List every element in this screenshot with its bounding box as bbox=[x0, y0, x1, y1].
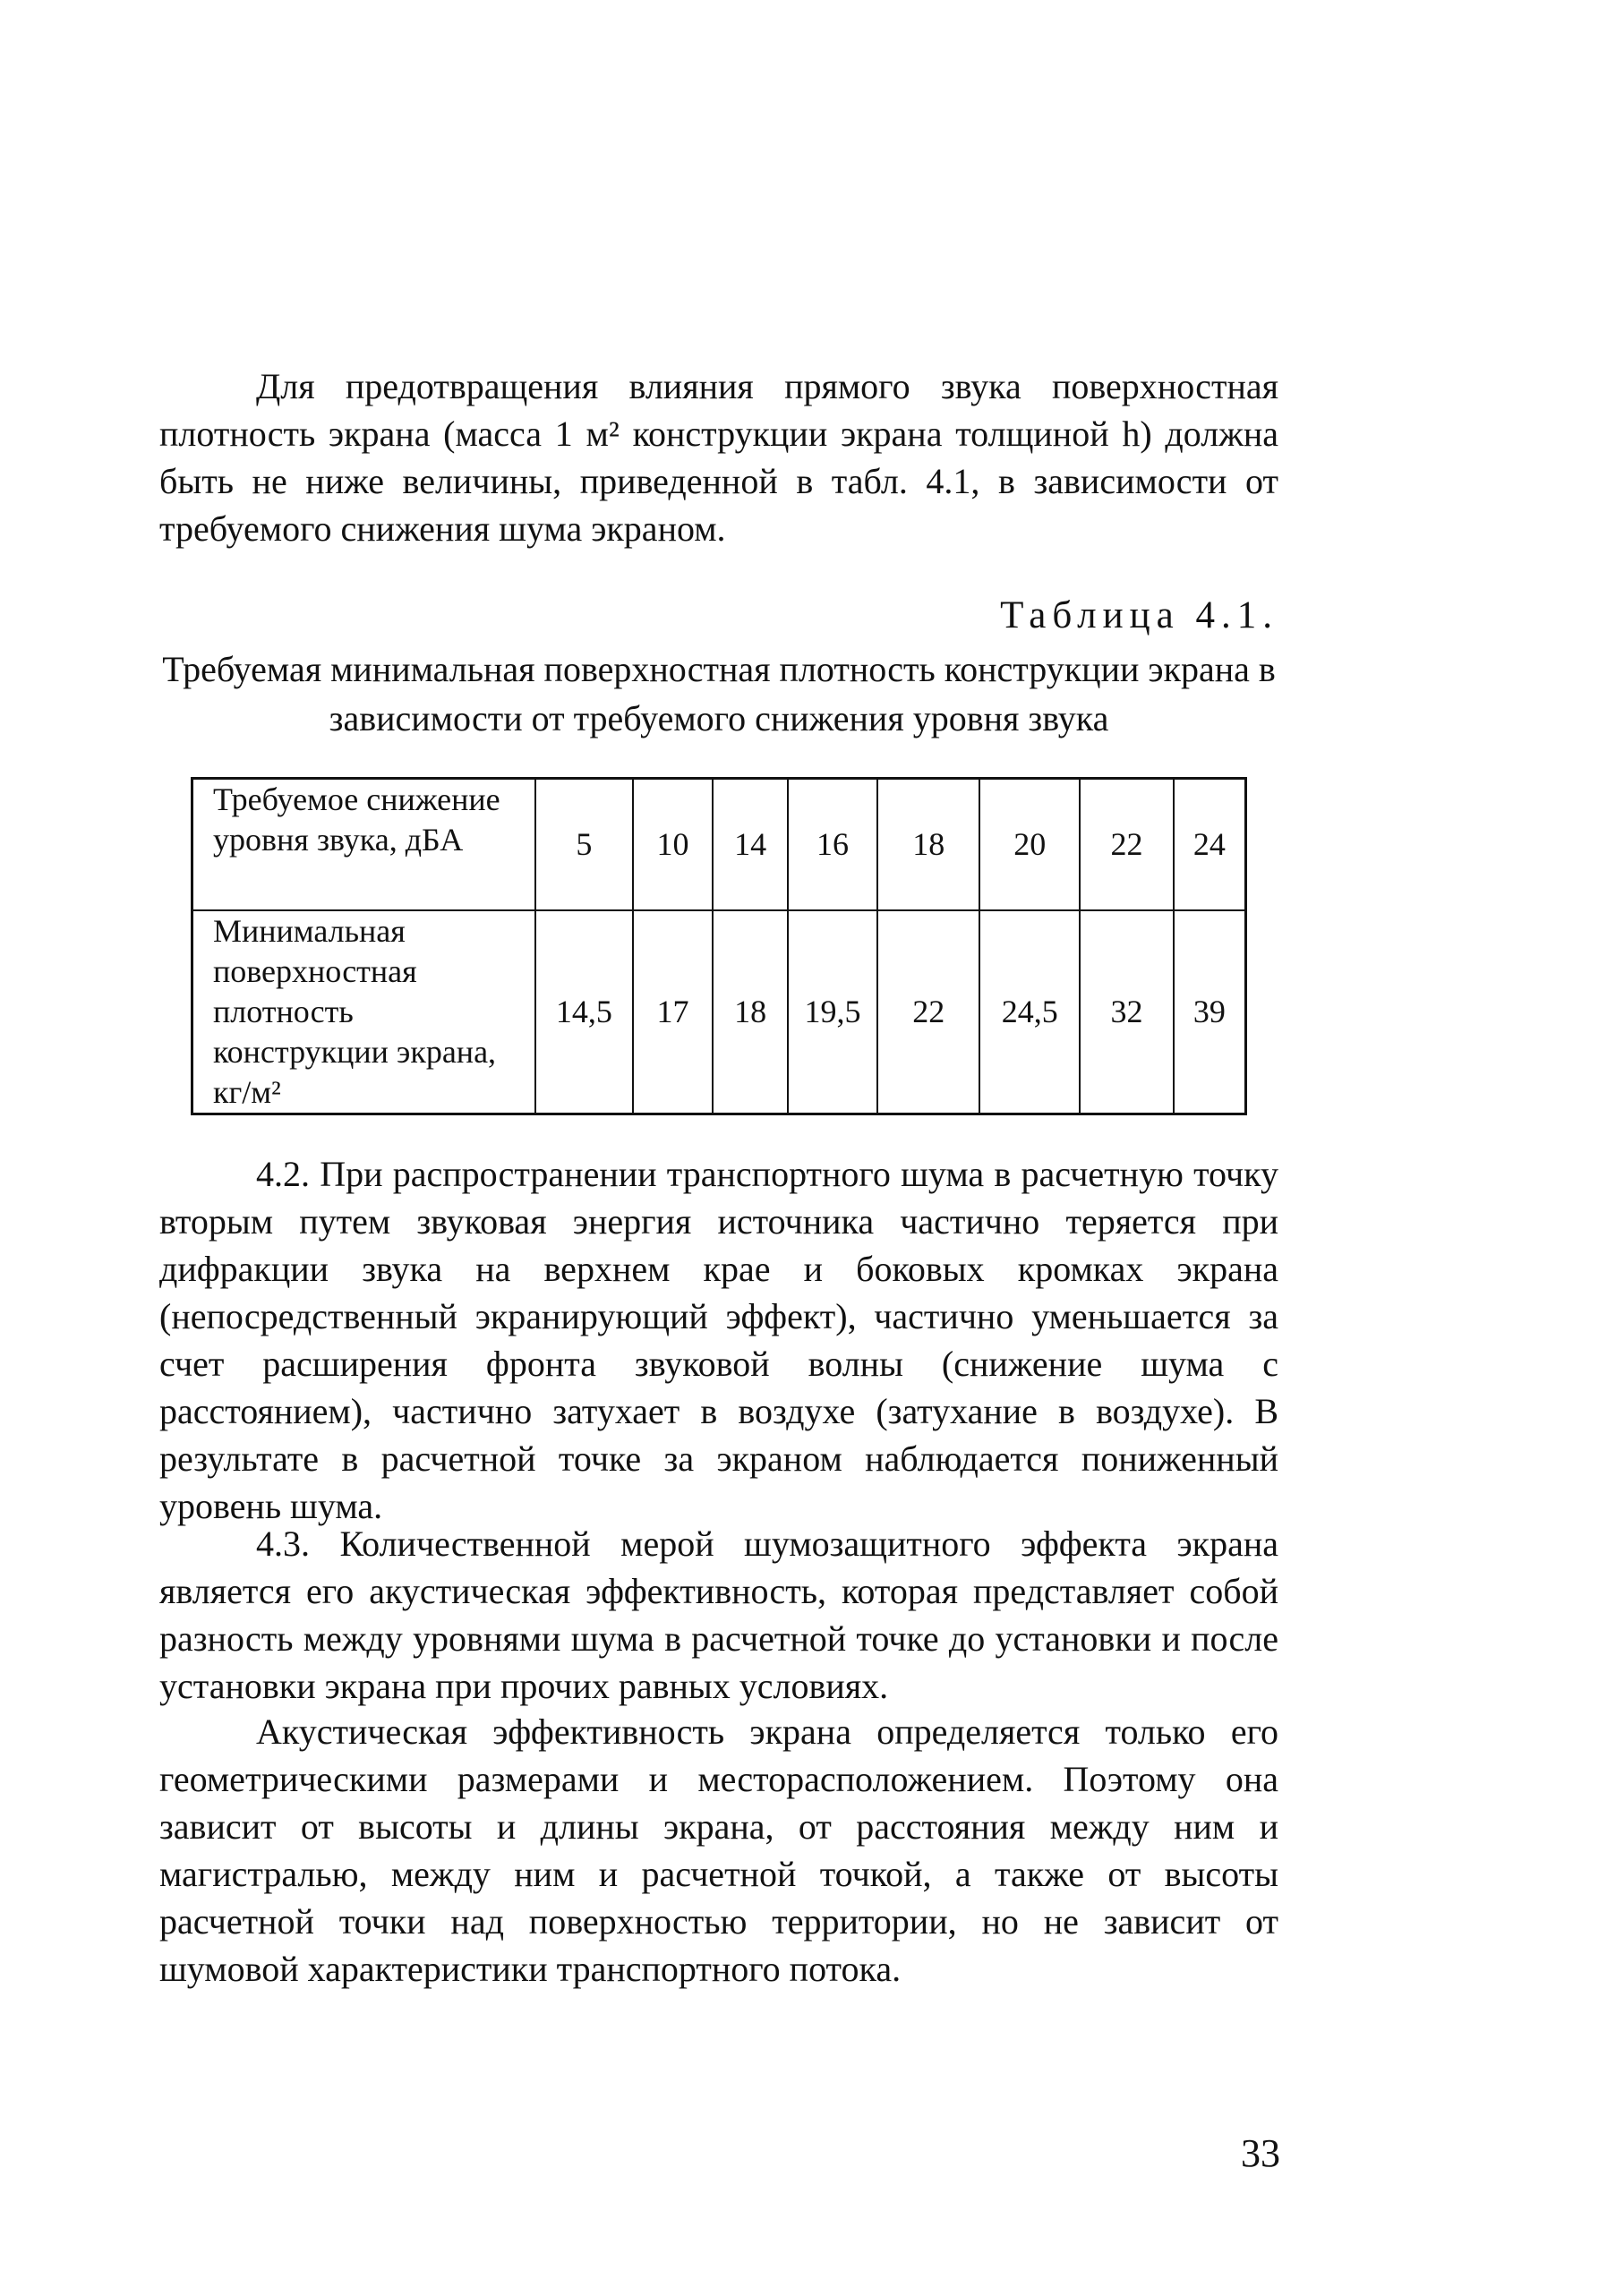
paragraph-4-2: 4.2. При распространении транспортного шума в расчетную точку вторым путем звуковая энергия источника частично теряется при дифракции звука на верхнем крае и боковых кромках экрана (непосредственный экранирующий эффект), частично уменьшается за счет расширения фронта звуковой волны (снижение шума с расстоянием), частично затухает в воздухе (затухание в воздухе). В результате в расчетной точке за экраном наблюдается пониженный уровень шума. bbox=[159, 1154, 1278, 1526]
table-cell: 24,5 bbox=[979, 910, 1080, 1114]
intro-paragraph: Для предотвращения влияния прямого звука поверхностная плотность экрана (масса 1 м² конструкции экрана толщиной h) должна быть не ниже величины, приведенной в табл. 4.1, в зависимости от требуемого снижения шума экраном. bbox=[159, 366, 1278, 549]
paragraph-4-3: 4.3. Количественной мерой шумозащитного эффекта экрана является его акустическая эффективность, которая представляет собой разность между уровнями шума в расчетной точке до установки и после установки экрана при прочих равных условиях. bbox=[159, 1524, 1278, 1706]
table-cell: 5 bbox=[535, 779, 632, 911]
table-row bbox=[192, 910, 1246, 1114]
table-label: Таблица 4.1. bbox=[1000, 594, 1278, 636]
table-cell: 16 bbox=[788, 779, 878, 911]
table-cell: 22 bbox=[877, 910, 979, 1114]
table-cell: 20 bbox=[979, 779, 1080, 911]
table-cell: 14 bbox=[713, 779, 787, 911]
table-cell: 10 bbox=[633, 779, 714, 911]
table-cell: 17 bbox=[633, 910, 714, 1114]
table-cell: 19,5 bbox=[788, 910, 878, 1114]
table-cell: 18 bbox=[877, 779, 979, 911]
table-cell: 18 bbox=[713, 910, 787, 1114]
table-cell: 22 bbox=[1080, 779, 1173, 911]
table-cell: 39 bbox=[1174, 910, 1246, 1114]
row-header-noise-reduction: Требуемое снижение уровня звука, дБА bbox=[192, 779, 536, 911]
data-table bbox=[191, 777, 1247, 1115]
row-header-surface-density: Минимальная поверхностная плотность конструкции экрана, кг/м² bbox=[192, 910, 536, 1114]
table-cell: 24 bbox=[1174, 779, 1246, 911]
table-caption: Требуемая минимальная поверхностная плотность конструкции экрана в зависимости от требуемого снижения уровня звука bbox=[162, 649, 1276, 738]
page-number: 33 bbox=[1241, 2131, 1280, 2175]
table-cell: 32 bbox=[1080, 910, 1173, 1114]
table-row bbox=[192, 779, 1246, 911]
table-cell: 14,5 bbox=[535, 910, 632, 1114]
paragraph-acoustic-efficiency: Акустическая эффективность экрана определяется только его геометрическими размерами и месторасположением. Поэтому она зависит от высоты и длины экрана, от расстояния между ним и магистралью, между ним и расчетной точкой, а также от высоты расчетной точки над поверхностью территории, но не зависит от шумовой характеристики транспортного потока. bbox=[159, 1711, 1278, 1989]
